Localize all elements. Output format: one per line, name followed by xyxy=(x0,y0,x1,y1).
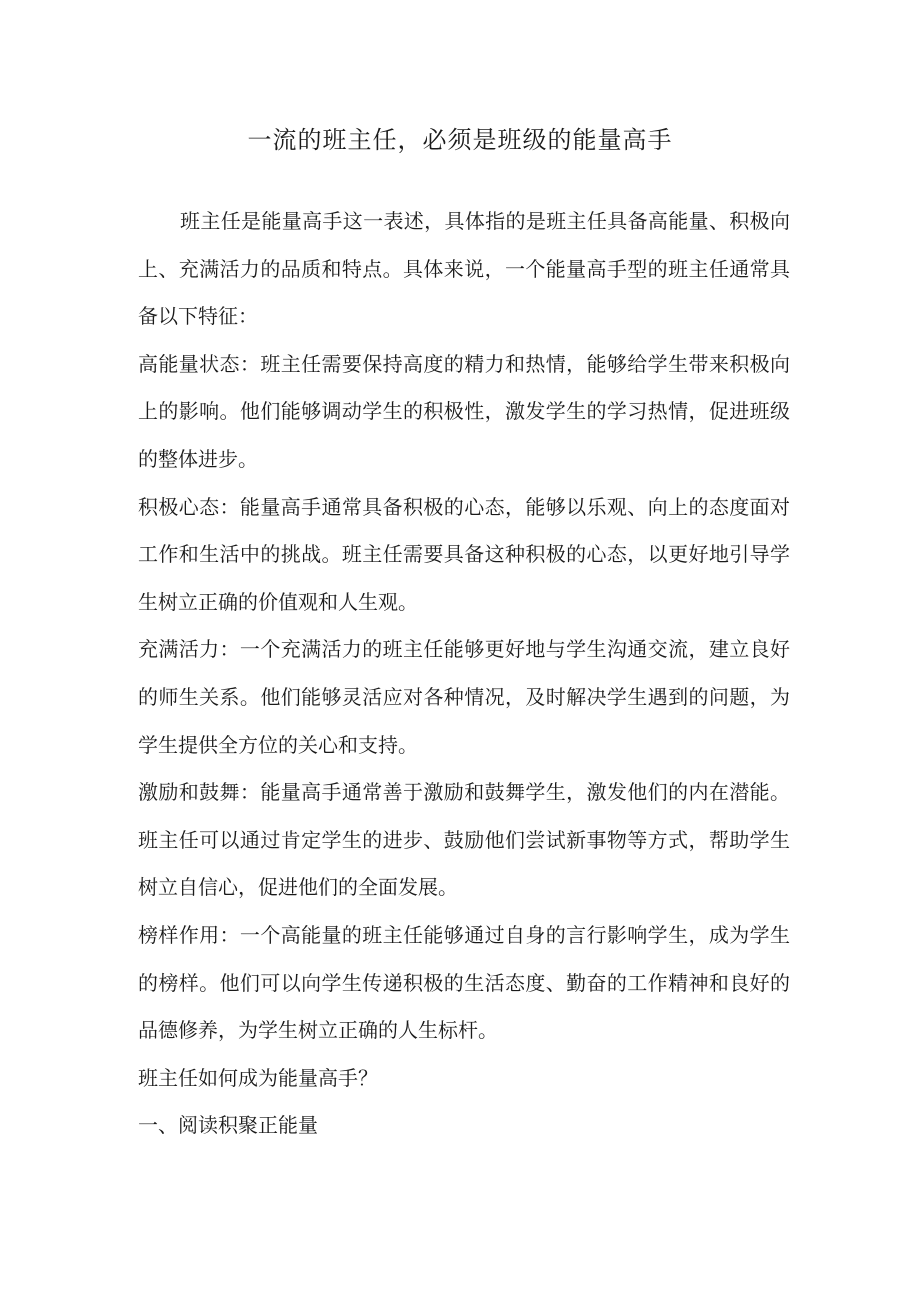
question-heading: 班主任如何成为能量高手？ xyxy=(138,1065,378,1090)
intro-paragraph: 班主任是能量高手这一表述，具体指的是班主任具备高能量、积极向上、充满活力的品质和特点。具体来说，一个能量高手型的班主任通常具备以下特征： xyxy=(138,209,790,329)
section-heading-1: 一、阅读积聚正能量 xyxy=(138,1113,318,1138)
high-energy-paragraph: 高能量状态：班主任需要保持高度的精力和热情，能够给学生带来积极向上的影响。他们能够调动学生的积极性，激发学生的学习热情，促进班级的整体进步。 xyxy=(138,351,790,471)
role-model-paragraph: 榜样作用：一个高能量的班主任能够通过自身的言行影响学生，成为学生的榜样。他们可以向学生传递积极的生活态度、勤奋的工作精神和良好的品德修养，为学生树立正确的人生标杆。 xyxy=(138,922,790,1043)
motivation-paragraph: 激励和鼓舞：能量高手通常善于激励和鼓舞学生，激发他们的内在潜能。班主任可以通过肯定学生的进步、鼓励他们尝试新事物等方式，帮助学生树立自信心，促进他们的全面发展。 xyxy=(138,780,790,900)
vitality-paragraph: 充满活力：一个充满活力的班主任能够更好地与学生沟通交流，建立良好的师生关系。他们能够灵活应对各种情况，及时解决学生遇到的问题，为学生提供全方位的关心和支持。 xyxy=(138,637,790,757)
positive-mindset-paragraph: 积极心态：能量高手通常具备积极的心态，能够以乐观、向上的态度面对工作和生活中的挑战。班主任需要具备这种积极的心态，以更好地引导学生树立正确的价值观和人生观。 xyxy=(138,494,790,614)
document-title: 一流的班主任，必须是班级的能量高手 xyxy=(247,126,673,154)
document-body xyxy=(138,198,790,1150)
